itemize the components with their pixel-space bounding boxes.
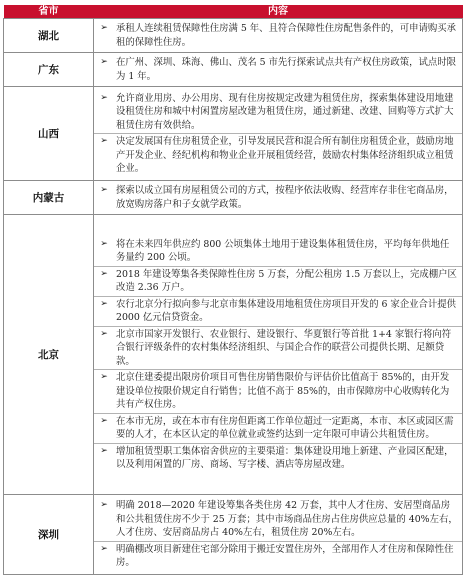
- arrow-bullet-icon: ➢: [100, 136, 108, 146]
- content-cell: [94, 87, 463, 181]
- list-item: [94, 296, 462, 326]
- policy-text: 将在未来四年供应约 800 公顷集体土地用于建设集体租赁住房，平均每年供地任务量约 200 公顷。: [116, 238, 450, 263]
- arrow-bullet-icon: ➢: [100, 185, 108, 195]
- policy-text: 2018 年建设筹集各类保障性住房 5 万套，分配公租房 1.5 万套以上，完成棚户区改造 2.36 万户。: [116, 268, 457, 293]
- table-row: [4, 181, 463, 215]
- policy-text: 明确 2018—2020 年建设筹集各类住房 42 万套，其中人才住房、安居型商品房和公共租赁住房不少于 25 万套；其中市场商品住房占住房供应总量的 40%左右，人才住房、安居商品房占 40%左右，租赁住房 20%左右。: [116, 500, 458, 539]
- province-cell: 北京: [4, 215, 94, 495]
- arrow-bullet-icon: ➢: [100, 298, 108, 309]
- arrow-bullet-icon: ➢: [100, 92, 108, 103]
- header-province: 省市: [4, 5, 94, 19]
- policy-text: 在广州、深圳、珠海、佛山、茂名 5 市先行探索试点共有产权住房政策，试点时限为 1 年。: [116, 57, 457, 82]
- list-item: [94, 413, 462, 443]
- content-cell: [94, 53, 463, 87]
- content-cell: [94, 19, 463, 53]
- policy-text: 增加租赁型职工集体宿舍供应的主要渠道：集体建设用地上新建、产业园区配建，以及利用闲置的厂房、商场、写字楼、酒店等房屋改建。: [116, 445, 454, 470]
- arrow-bullet-icon: ➢: [100, 23, 108, 33]
- list-item: [94, 541, 462, 571]
- list-item: [94, 326, 462, 370]
- policy-text: 明确棚改项目新建住宅部分除用于搬迁安置住房外，全部用作人才住房和保障性住房。: [116, 543, 454, 569]
- list-item: [94, 21, 462, 50]
- table-row: [4, 495, 463, 575]
- arrow-bullet-icon: ➢: [100, 238, 108, 249]
- arrow-bullet-icon: ➢: [100, 445, 108, 456]
- province-cell: 湖北: [4, 19, 94, 53]
- list-item: [94, 237, 462, 266]
- province-cell: 深圳: [4, 495, 94, 575]
- policy-text: 北京市国家开发银行、农业银行、建设银行、华夏银行等首批 1+4 家银行将向符合银行评级条件的农村集体经济组织、与国企合作的联营公司提供长期、足额贷款。: [116, 328, 452, 367]
- housing-policy-table: [3, 5, 463, 575]
- list-item: [94, 183, 462, 212]
- policy-text: 探索以成立国有房屋租赁公司的方式，按程序依法收购、经营库存非住宅商品房，放宽购房落户和子女就学政策。: [116, 185, 454, 210]
- policy-text: 允许商业用房、办公用房、现有住房按规定改建为租赁住房，探索集体建设用地建设租赁住房和城中村闲置房屋改建为租赁住房，通过新建、改建、回购等方式扩大租赁住房有效供给。: [116, 92, 454, 131]
- arrow-bullet-icon: ➢: [100, 415, 108, 426]
- content-cell: [94, 215, 463, 495]
- policy-text: 决定发展国有住房租赁企业，引导发展民营和混合所有制住房租赁企业，鼓励房地产开发企业、经纪机构和物业企业开展租赁经营，鼓励农村集体经济组织成立租赁企业。: [116, 136, 454, 174]
- province-cell: 山西: [4, 87, 94, 181]
- list-item: [94, 133, 462, 177]
- arrow-bullet-icon: ➢: [100, 372, 108, 382]
- table-row: [4, 87, 463, 181]
- arrow-bullet-icon: ➢: [100, 268, 108, 279]
- list-item: [94, 91, 462, 134]
- list-item: [94, 443, 462, 473]
- content-cell: [94, 181, 463, 215]
- policy-text: 北京住建委提出限房价项目可售住房销售限价与评估价比值高于 85%的，由开发建设单位按限价规定自行销售；比值不高于 85%的，由市保障房中心收购转化为共有产权住房。: [116, 372, 450, 410]
- province-cell: 内蒙古: [4, 181, 94, 215]
- list-item: [94, 55, 462, 84]
- list-item: [94, 498, 462, 541]
- province-cell: 广东: [4, 53, 94, 87]
- table-row: [4, 215, 463, 495]
- arrow-bullet-icon: ➢: [100, 57, 108, 67]
- table-row: [4, 53, 463, 87]
- policy-text: 农行北京分行拟向参与北京市集体建设用地租赁住房项目开发的 6 家企业合计提供 2000 亿元信贷资金。: [116, 298, 457, 323]
- table-row: [4, 19, 463, 53]
- arrow-bullet-icon: ➢: [100, 543, 108, 554]
- policy-text: 在本市无房，或在本市有住房但距离工作单位超过一定距离，本市、本区或园区需要的人才，在本区认定的单位就业或签约达到一定年限可申请公共租赁住房。: [116, 415, 454, 440]
- header-content: 内容: [94, 5, 463, 19]
- policy-text: 承租人连续租赁保障性住房满 5 年、且符合保障性住房配售条件的，可申请购买承租的保障性住房。: [116, 23, 457, 48]
- table-header-row: [4, 5, 463, 19]
- content-cell: [94, 495, 463, 575]
- arrow-bullet-icon: ➢: [100, 500, 108, 511]
- list-item: [94, 266, 462, 296]
- table-body: [4, 19, 463, 575]
- arrow-bullet-icon: ➢: [100, 328, 108, 339]
- list-item: [94, 369, 462, 413]
